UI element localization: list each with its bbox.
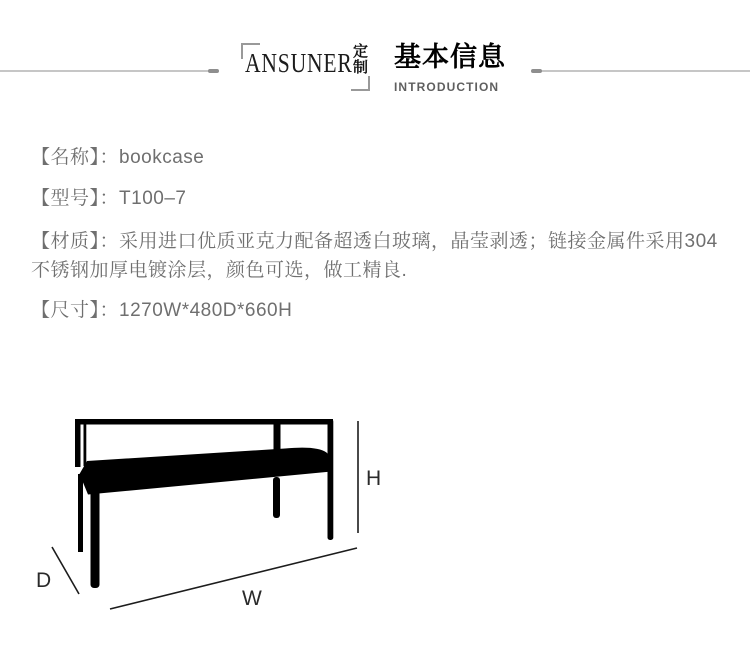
section-subtitle: INTRODUCTION (394, 80, 500, 94)
corner-bracket-bottom-right-icon (351, 76, 370, 91)
width-dimension-line (110, 548, 357, 609)
product-size-row (31, 299, 292, 323)
depth-dimension-line (52, 547, 79, 594)
product-name-row (31, 146, 204, 170)
depth-dimension-label: D (36, 569, 52, 592)
product-material-value: 采用进口优质亚克力配备超透白玻璃，晶莹剥透；链接金属件采用304不锈钢加厚电镀涂层，颜色可选，做工精良. (31, 231, 718, 281)
brand-suffix-char-top: 定 (353, 43, 369, 60)
product-size-value: 1270W*480D*660H (119, 300, 293, 321)
product-size-label: 【尺寸】： (31, 300, 120, 321)
bench-back-right-post (274, 424, 281, 451)
bench-dimension-diagram (30, 395, 400, 640)
product-name-value: bookcase (119, 147, 205, 168)
product-material-label: 【材质】： (31, 231, 120, 252)
header-divider-right (532, 70, 750, 72)
bench-top-rail (75, 419, 333, 425)
bench-left-post (75, 419, 81, 467)
product-model-value: T100–7 (119, 188, 187, 209)
header-divider-left (0, 70, 218, 72)
brand-suffix-char-bottom: 制 (353, 59, 369, 76)
bench-front-left-leg (91, 485, 100, 588)
arrow-tip-icon (208, 69, 219, 73)
product-model-label: 【型号】： (31, 188, 120, 209)
product-name-label: 【名称】： (31, 147, 120, 168)
bench-left-inner-post (84, 424, 87, 466)
bench-rear-left-leg (78, 474, 83, 552)
brand-name: ANSUNER (245, 48, 353, 78)
product-material-row (31, 227, 723, 285)
height-dimension-label: H (366, 467, 382, 490)
section-title: 基本信息 (394, 42, 506, 72)
product-model-row (31, 187, 186, 211)
bench-front-middle-leg (273, 477, 280, 518)
brand-suffix-vertical (353, 44, 368, 76)
bench-seat (80, 448, 332, 495)
width-dimension-label: W (242, 587, 262, 610)
section-title-block (394, 42, 506, 94)
brand-logo (241, 42, 374, 93)
bench-right-post (328, 419, 334, 540)
arrow-tip-icon (531, 69, 542, 73)
